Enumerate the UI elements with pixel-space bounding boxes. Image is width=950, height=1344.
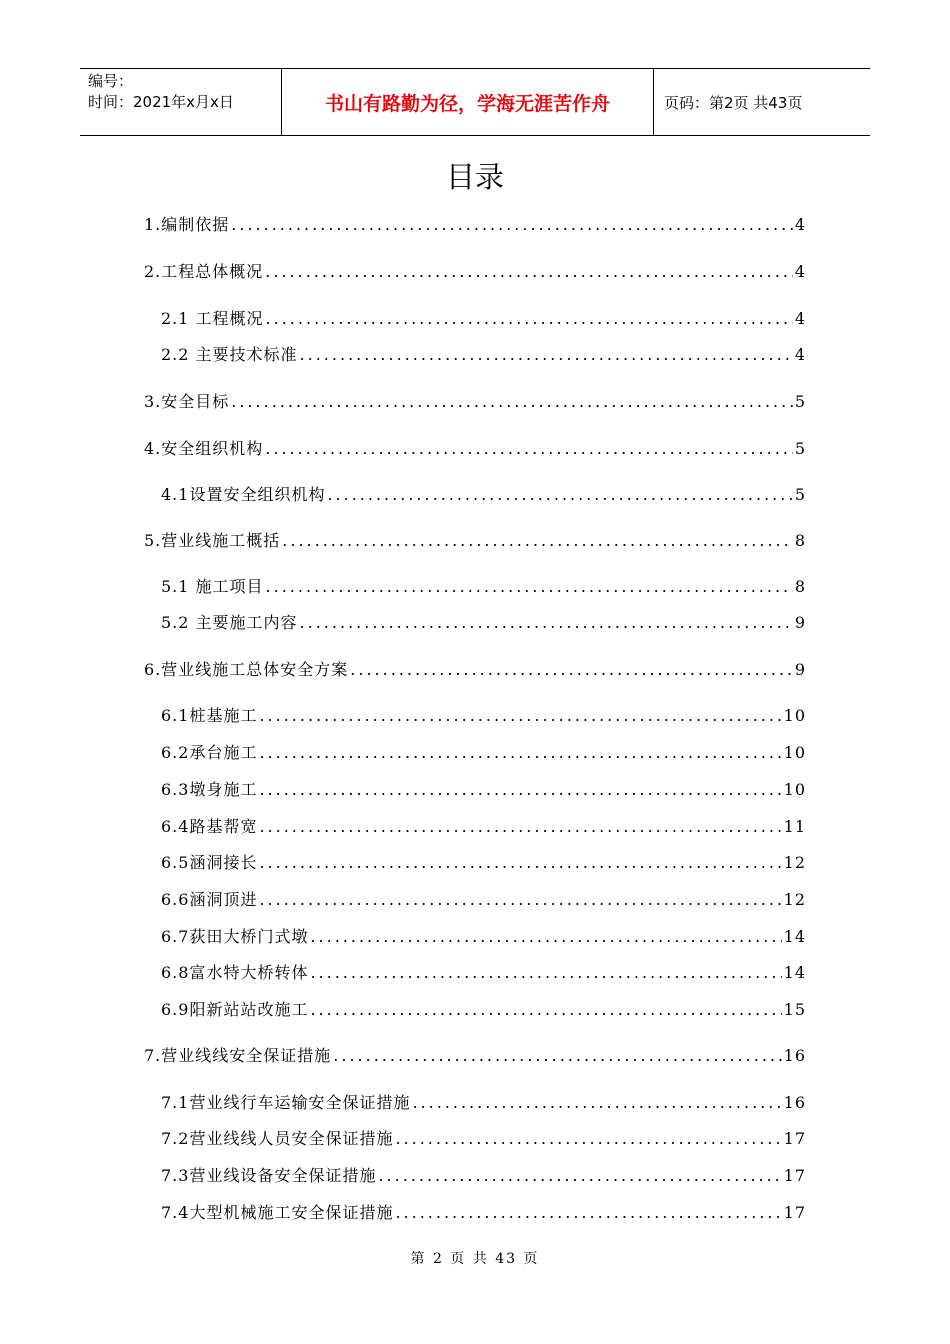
toc-entry-page: 12 [783,853,806,872]
toc-leader-dots [310,963,781,982]
toc-leader-dots [300,613,793,632]
toc-entry-label: 4.安全组织机构 [144,439,264,458]
toc-entry[interactable] [161,777,806,800]
toc-entry-page: 17 [783,1166,806,1185]
toc-entry[interactable] [161,850,806,873]
toc-leader-dots [231,215,793,234]
toc-leader-dots [327,485,792,504]
toc-entry-label: 6.6涵洞顶进 [161,890,258,909]
toc-leader-dots [265,439,793,458]
toc-entry-page: 4 [794,345,806,364]
toc-entry[interactable] [161,924,806,947]
toc-entry-label: 2.工程总体概况 [144,262,264,281]
header-date: 时间：2021年x月x日 [88,93,234,111]
toc-entry[interactable] [161,814,806,837]
toc-entry[interactable] [144,436,806,459]
toc-leader-dots [265,262,793,281]
toc-leader-dots [259,890,781,909]
toc-entry[interactable] [161,482,806,505]
header-motto: 书山有路勤为径，学海无涯苦作舟 [282,69,654,135]
toc-leader-dots [310,1000,781,1019]
toc-entry[interactable] [161,1090,806,1113]
toc-entry[interactable] [161,610,806,633]
toc-entry[interactable] [161,960,806,983]
toc-entry-page: 15 [783,1000,806,1019]
toc-leader-dots [282,531,793,550]
document-header [80,68,870,136]
toc-leader-dots [259,817,781,836]
toc-entry-page: 10 [783,706,806,725]
toc-entry-label: 6.2承台施工 [161,743,258,762]
toc-entry-label: 6.8富水特大桥转体 [161,963,309,982]
toc-entry-label: 7.3营业线设备安全保证措施 [161,1166,377,1185]
toc-entry-page: 4 [794,309,806,328]
toc-leader-dots [259,706,781,725]
toc-entry-page: 5 [794,392,806,411]
toc-entry-page: 17 [783,1203,806,1222]
toc-entry-page: 4 [794,262,806,281]
toc-entry-label: 6.4路基帮宽 [161,817,258,836]
toc-entry-label: 5.2 主要施工内容 [161,613,298,632]
toc-leader-dots [266,577,793,596]
toc-entry-label: 4.1设置安全组织机构 [161,485,326,504]
toc-entry-label: 7.2营业线线人员安全保证措施 [161,1129,394,1148]
toc-entry-page: 12 [783,890,806,909]
toc-entry[interactable] [161,574,806,597]
toc-entry-label: 2.2 主要技术标准 [161,345,298,364]
toc-entry[interactable] [161,740,806,763]
toc-entry-label: 6.1桩基施工 [161,706,258,725]
toc-entry[interactable] [161,342,806,365]
toc-entry-label: 6.7荻田大桥门式墩 [161,927,309,946]
toc-entry[interactable] [144,657,806,680]
toc-leader-dots [266,309,793,328]
toc-entry[interactable] [161,1126,806,1149]
toc-entry-page: 9 [794,660,806,679]
toc-entry-page: 16 [783,1093,806,1112]
toc-entry-label: 6.营业线施工总体安全方案 [144,660,349,679]
header-meta [80,69,282,135]
toc-leader-dots [259,780,781,799]
toc-entry-label: 5.营业线施工概括 [144,531,281,550]
toc-entry[interactable] [144,259,806,282]
toc-entry[interactable] [161,887,806,910]
toc-entry-label: 5.1 施工项目 [161,577,264,596]
header-number: 编号： [88,72,134,90]
toc-entry-label: 6.3墩身施工 [161,780,258,799]
toc-entry-label: 7.营业线线安全保证措施 [144,1046,332,1065]
toc-entry[interactable] [161,306,806,329]
toc-entry-page: 9 [794,613,806,632]
toc-leader-dots [378,1166,781,1185]
toc-entry-page: 16 [783,1046,806,1065]
toc-leader-dots [259,853,781,872]
toc-leader-dots [395,1203,781,1222]
toc-entry-page: 8 [794,577,806,596]
toc-entry-label: 6.9阳新站站改施工 [161,1000,309,1019]
toc-leader-dots [350,660,793,679]
page-footer: 第 2 页 共 43 页 [410,1251,540,1267]
toc-leader-dots [231,392,793,411]
toc-entry-page: 5 [794,439,806,458]
page-title: 目录 [445,160,504,194]
toc-entry-page: 8 [794,531,806,550]
toc-entry-label: 2.1 工程概况 [161,309,264,328]
toc-leader-dots [395,1129,781,1148]
toc-leader-dots [300,345,793,364]
toc-leader-dots [310,927,781,946]
toc-entry-page: 4 [794,215,806,234]
toc-entry-label: 7.4大型机械施工安全保证措施 [161,1203,394,1222]
toc-entry[interactable] [144,389,806,412]
toc-entry-label: 7.1营业线行车运输安全保证措施 [161,1093,411,1112]
toc-entry[interactable] [161,1200,806,1223]
toc-entry[interactable] [161,703,806,726]
toc-entry-label: 1.编制依据 [144,215,230,234]
toc-entry-label: 3.安全目标 [144,392,230,411]
toc-entry-page: 11 [783,817,806,836]
toc-entry[interactable] [144,528,806,551]
header-page-info: 页码：第2页 共43页 [664,93,803,112]
toc-entry-page: 10 [783,780,806,799]
toc-entry[interactable] [144,1043,806,1066]
toc-leader-dots [333,1046,781,1065]
toc-entry-page: 14 [783,963,806,982]
toc-entry[interactable] [161,997,806,1020]
toc-leader-dots [412,1093,781,1112]
toc-entry-page: 10 [783,743,806,762]
toc-entry-page: 17 [783,1129,806,1148]
toc-entry[interactable] [144,212,806,235]
toc-entry[interactable] [161,1163,806,1186]
toc-entry-label: 6.5涵洞接长 [161,853,258,872]
toc-entry-page: 5 [794,485,806,504]
toc-leader-dots [259,743,781,762]
toc-entry-page: 14 [783,927,806,946]
